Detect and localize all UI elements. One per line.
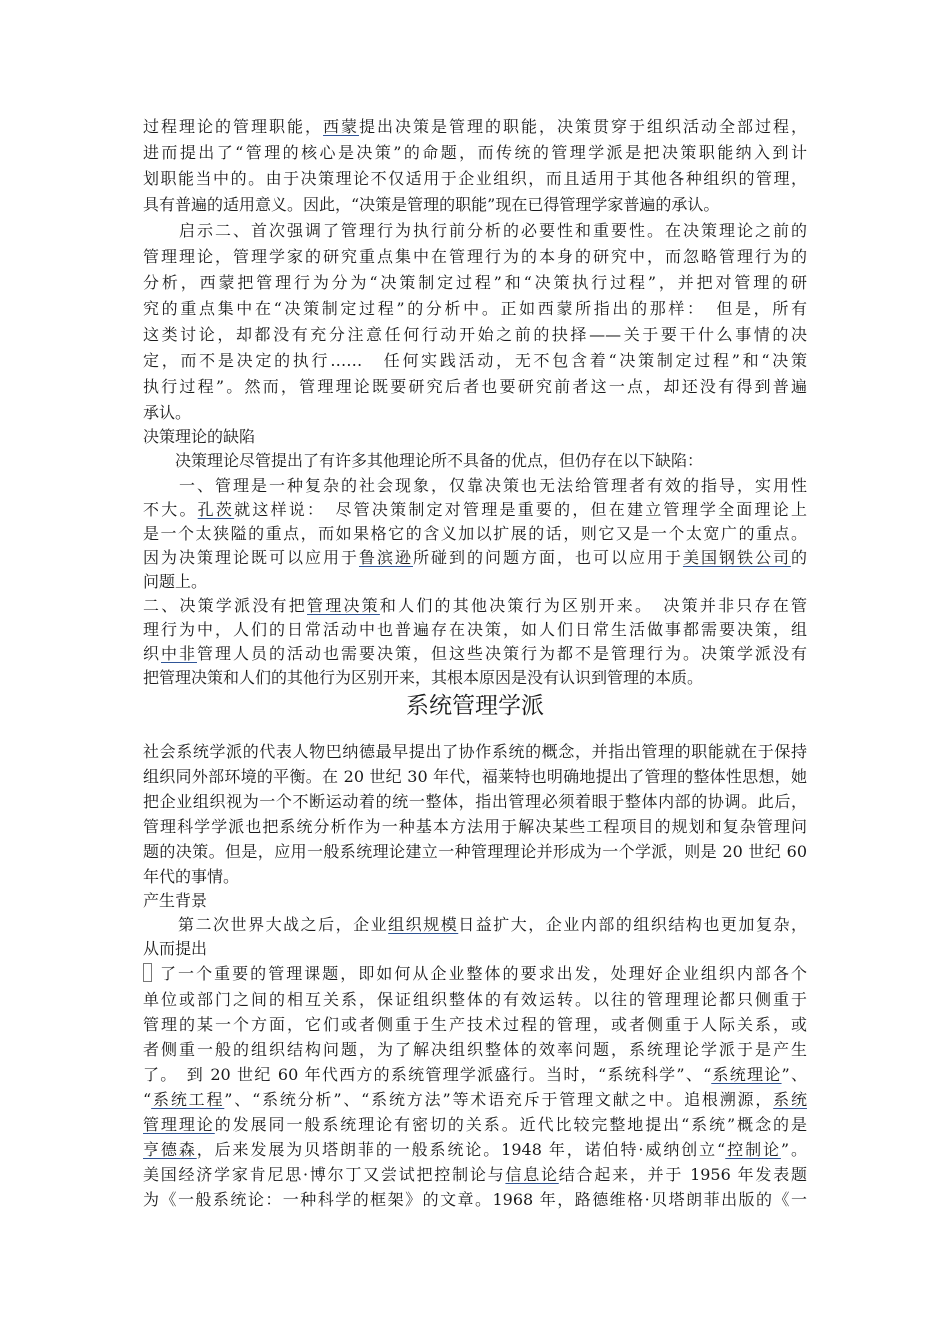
text-run: 就这样说： 尽管决策制定对管理是重要的，但在建立管理学全面理论上 <box>234 500 807 519</box>
text-line: 组织同外部环境的平衡。在 20 世纪 30 年代，福莱特也明确地提出了管理的整体性思想，她 <box>143 767 807 786</box>
text-line: 管理科学学派也把系统分析作为一种基本方法用于解决某些工程项目的规划和复杂管理问 <box>143 817 807 836</box>
link-systems-management-theory[interactable]: 系统 <box>773 1090 807 1109</box>
text-run: 第二次世界大战之后，企业 <box>143 915 389 934</box>
text-line: 是一个太狭隘的重点，而如果格它的含义加以扩展的话，则它又是一个太宽广的重点。 <box>143 524 807 543</box>
text-line <box>143 962 807 986</box>
text-run: 美国经济学家肯尼思·博尔丁又尝试把控制论与 <box>143 1165 506 1184</box>
text-line: 进而提出了“管理的核心是决策”的命题，而传统的管理学派是把决策职能纳入到计 <box>143 143 807 162</box>
link-koontz[interactable]: 孔茨 <box>197 500 235 519</box>
text-run: 日益扩大，企业内部的组织结构也更加复杂， <box>458 915 807 934</box>
text-line: 承认。 <box>143 403 192 422</box>
text-line <box>143 1113 807 1137</box>
text-run: 了一个重要的管理课题，即如何从企业整体的要求出发，处理好企业组织内部各个 <box>158 964 807 983</box>
text-run: 过程理论的管理职能， <box>143 117 323 136</box>
link-henderson[interactable]: 亨德森 <box>143 1140 197 1159</box>
text-run: 的发展同一般系统理论有密切的关系。近代比较完整地提出“系统”概念的是 <box>214 1115 807 1134</box>
link-management-decision[interactable]: 管理决策 <box>307 596 380 615</box>
text-line: 管理理论，管理学家的研究重点集中在管理行为的本身的研究中，而忽略管理行为的 <box>143 247 807 266</box>
text-line: 启示二、首次强调了管理行为执行前分析的必要性和重要性。在决策理论之前的 <box>143 221 807 240</box>
text-line <box>143 1138 807 1162</box>
text-run: ，后来发展为贝塔朗菲的一般系统论。1948 年，诺伯特·威纳创立“ <box>196 1140 726 1159</box>
section-heading: 系统管理学派 <box>406 693 544 719</box>
text-run: 管理人员的活动也需要决策，但这些决策行为都不是管理行为。决策学派没有 <box>197 644 807 663</box>
text-line <box>143 642 807 666</box>
link-cybernetics[interactable]: 控制论 <box>725 1140 781 1159</box>
text-line <box>143 1163 807 1187</box>
text-line: 分析，西蒙把管理行为分为“决策制定过程”和“决策执行过程”，并把对管理的研 <box>143 273 807 292</box>
text-line <box>143 1088 807 1112</box>
text-run: 提出决策是管理的职能，决策贯穿于组织活动全部过程， <box>359 117 807 136</box>
text-line: 题的决策。但是，应用一般系统理论建立一种管理理论并形成为一个学派，则是 20 世纪 60 <box>143 842 807 861</box>
text-line: 管理的某一个方面，它们或者侧重于生产技术过程的管理，或者侧重于人际关系，或 <box>143 1015 807 1034</box>
text-run: ”、“系统分析”、“系统方法”等术语充斥于管理文献之中。追根溯源， <box>224 1090 774 1109</box>
text-run: 织 <box>143 644 161 663</box>
text-run: 不大。 <box>143 500 198 519</box>
text-line: 决策理论尽管提出了有许多其他理论所不具备的优点，但仍存在以下缺陷： <box>143 451 704 470</box>
text-line: 者侧重一般的组织结构问题，为了解决组织整体的效率问题，系统理论学派于是产生 <box>143 1040 807 1059</box>
text-run: ”、 <box>781 1065 807 1084</box>
link-organization-scale[interactable]: 组织规模 <box>388 915 459 934</box>
text-line: 单位或部门之间的相互关系，保证组织整体的有效运转。以往的管理理论都只侧重于 <box>143 990 807 1009</box>
link-information-theory[interactable]: 信息论 <box>505 1165 559 1184</box>
text-run: 二、决策学派没有把 <box>143 596 307 615</box>
text-line: 为《一般系统论：一种科学的框架》的文章。1968 年，路德维格·贝塔朗菲出版的《一 <box>143 1190 807 1209</box>
text-line: 执行过程”。然而，管理理论既要研究后者也要研究前者这一点，却还没有得到普遍 <box>143 377 807 396</box>
missing-glyph-icon <box>143 963 152 982</box>
link-systems-engineering[interactable]: 系统工程 <box>151 1090 225 1109</box>
text-run: 的 <box>790 548 807 567</box>
link-systems-theory[interactable]: 系统理论 <box>711 1065 782 1084</box>
text-line <box>143 1063 807 1087</box>
text-run: 和人们的其他决策行为区别开来。 决策并非只存在管 <box>379 596 807 615</box>
text-line: 社会系统学派的代表人物巴纳德最早提出了协作系统的概念，并指出管理的职能就在于保持 <box>143 742 807 761</box>
text-line: 一、管理是一种复杂的社会现象，仅靠决策也无法给管理者有效的指导，实用性 <box>143 476 807 495</box>
text-line: 年代的事情。 <box>143 867 240 886</box>
text-line: 究的重点集中在“决策制定过程”的分析中。正如西蒙所指出的那样： 但是，所有 <box>143 299 807 318</box>
text-line <box>143 546 807 570</box>
text-run: “ <box>143 1090 152 1109</box>
text-line: 从而提出 <box>143 939 208 958</box>
text-line: 这类讨论，却都没有充分注意任何行动开始之前的抉择——关于要干什么事情的决 <box>143 325 807 344</box>
link-simon[interactable]: 西蒙 <box>323 117 359 136</box>
text-run: 因为决策理论既可以应用于 <box>143 548 359 567</box>
text-line: 把企业组织视为一个不断运动着的统一整体，指出管理必须着眼于整体内部的协调。此后， <box>143 792 807 811</box>
link-zhongfei[interactable]: 中非 <box>161 644 197 663</box>
text-line: 理行为中，人们的日常活动中也普遍存在决策，如人们日常生活做事都需要决策，组 <box>143 620 807 639</box>
text-line <box>143 115 807 139</box>
text-line <box>143 498 807 522</box>
text-line: 定，而不是决定的执行…… 任何实践活动，无不包含着“决策制定过程”和“决策 <box>143 351 807 370</box>
text-line <box>143 594 807 618</box>
text-line: 问题上。 <box>143 572 208 591</box>
subheading-background: 产生背景 <box>143 891 208 910</box>
text-line: 把管理决策和人们的其他行为区别开来，其根本原因是没有认识到管理的本质。 <box>143 668 704 687</box>
text-line: 划职能当中的。由于决策理论不仅适用于企业组织，而且适用于其他各种组织的管理， <box>143 169 807 188</box>
text-line: 具有普遍的适用意义。因此，“决策是管理的职能”现在已得管理学家普遍的承认。 <box>143 195 720 214</box>
text-run: 了。 到 20 世纪 60 年代西方的系统管理学派盛行。当时，“系统科学”、“ <box>143 1065 712 1084</box>
link-robinson[interactable]: 鲁滨逊 <box>358 548 413 567</box>
text-run: 所碰到的问题方面，也可以应用于 <box>412 548 683 567</box>
link-us-steel[interactable]: 美国钢铁公司 <box>682 548 791 567</box>
text-run: 结合起来，并于 1956 年发表题 <box>558 1165 807 1184</box>
text-line <box>143 913 807 937</box>
subheading-defects: 决策理论的缺陷 <box>143 427 256 446</box>
text-run: ”。 <box>780 1140 807 1159</box>
link-systems-management-theory-cont[interactable]: 管理理论 <box>143 1115 215 1134</box>
